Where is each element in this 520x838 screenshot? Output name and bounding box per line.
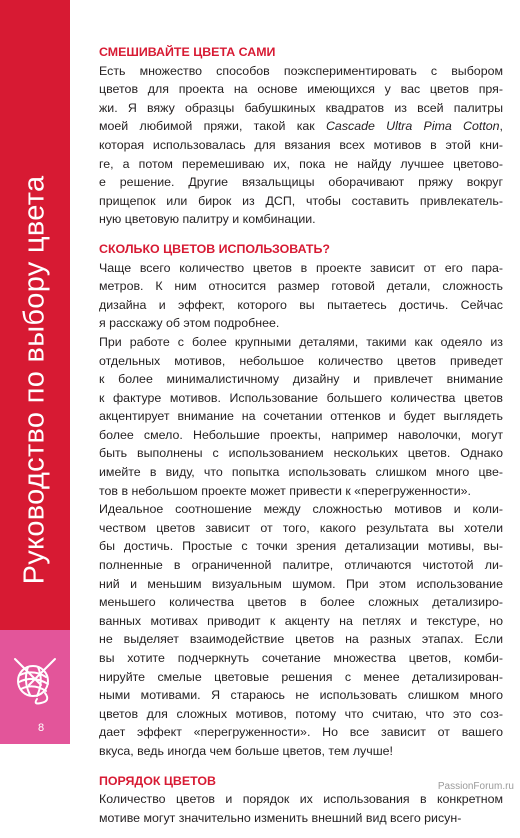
body-text-line: Количество цветов и порядок их использования в конкретном: [99, 792, 503, 807]
body-text-line: метров. К ним относится размер готовой детали, сложность: [99, 279, 503, 294]
body-text-line: тов в небольшом проекте может привести к «перегруженности».: [99, 483, 471, 498]
body-text-line: ге, а потом перемешиваю их, пока не найду лучшее цветово-: [99, 156, 503, 171]
body-text-line: жи. Я вяжу образцы бабушкиных квадратов из всей палитры: [99, 100, 503, 115]
body-text-line: вы хотите подчеркнуть сочетание множества цветов, комби-: [99, 651, 503, 665]
body-text-line: имейте в виду, что попытка использовать слишком много цве-: [99, 465, 503, 480]
article-content: [99, 43, 503, 838]
logo-box: [0, 630, 70, 744]
body-text-line: цветов для проекта на основе имеющихся у вас цветов пря-: [99, 82, 503, 97]
body-text-line: прищепок или бирок из ДСП, чтобы составить привлекатель-: [99, 193, 503, 208]
body-text-line: чеством цветов зависит от того, какого результата вы хотели: [99, 520, 503, 535]
chapter-title: Руководство по выбору цвета: [18, 175, 51, 585]
body-text-line: ний и меньшим визуальным шумом. При этом использование: [99, 576, 503, 591]
body-text-line: При работе с более крупными деталями, такими как одеяло из: [99, 334, 503, 349]
body-text-line: моей любимой пряжи, такой как Cascade Ultra Pima Cotton,: [99, 119, 503, 134]
page-number: 8: [38, 722, 45, 734]
body-text-line: вкуса, ведь иногда чем больше цветов, тем лучше!: [99, 743, 393, 758]
body-text-line: ванных мотивах приводит к акценту на петлях и текстуре, но: [99, 613, 503, 628]
section-heading: СМЕШИВАЙТЕ ЦВЕТА САМИ: [99, 45, 276, 59]
body-text-line: я расскажу об этом подробнее.: [99, 316, 280, 331]
body-text-line: бы достичь. Простые с точки зрения детализации мотивы, вы-: [99, 539, 503, 554]
body-text-line: к фактуре мотивов. Использование большего количества цветов: [99, 390, 503, 405]
body-text-line: меньшего количества цветов в более сложных детализиро-: [99, 595, 503, 610]
body-text-line: мотиве могут значительно изменить внешний вид всего рисун-: [99, 810, 462, 825]
body-text-line: акцентирует внимание на сочетании оттенков и будет выглядеть: [99, 409, 503, 424]
body-text-line: полненные в ограниченной палитре, отличаются чистотой ли-: [99, 558, 503, 573]
body-text-line: которая использовалась для вязания всех мотивов в этой кни-: [99, 137, 503, 152]
body-text-line: Чаще всего количество цветов в проекте зависит от его пара-: [99, 260, 503, 275]
body-text-line: дает эффект «перегруженности». Но все зависит от вашего: [99, 725, 503, 740]
body-text-line: дизайна и эффект, которого вы пытаетесь достичь. Сейчас: [99, 297, 503, 312]
article-section: [99, 43, 503, 229]
body-text-line: отдельных мотивов, небольшое количество цветов приведет: [99, 353, 503, 368]
section-heading: СКОЛЬКО ЦВЕТОВ ИСПОЛЬЗОВАТЬ?: [99, 241, 330, 256]
watermark: PassionForum.ru: [437, 781, 514, 792]
body-text-line: цветов для сложных мотивов, потому что считаю, что это соз-: [99, 706, 503, 721]
body-text-line: е решение. Другие вязальщицы оборачивают пряжу вокруг: [99, 175, 503, 190]
body-text-line: ными мотивами. Я стараюсь не использовать слишком много: [99, 688, 503, 703]
section-heading: ПОРЯДОК ЦВЕТОВ: [99, 773, 216, 788]
body-text-line: быть выполнены с использованием нескольких цветов. Однако: [99, 446, 503, 461]
body-text-line: более смело. Небольшие проекты, например наволочки, могут: [99, 427, 503, 442]
yarn-ball-with-needles-icon: [11, 655, 59, 707]
body-text-line: не выделяет взаимодействие цветов на разных этапах. Если: [99, 632, 503, 647]
article-section: [99, 772, 503, 828]
body-text-line: нируйте смелые цветовые решения с менее детализирован-: [99, 669, 503, 684]
body-text-line: Идеальное соотношение между сложностью мотивов и коли-: [99, 502, 503, 517]
body-text-line: ную цветовую палитру и комбинации.: [99, 212, 316, 227]
body-text-line: к более минималистичному дизайну и привлечет внимание: [99, 372, 503, 387]
body-text-line: Есть множество способов поэкспериментировать с выбором: [99, 63, 503, 78]
article-section: [99, 240, 503, 761]
